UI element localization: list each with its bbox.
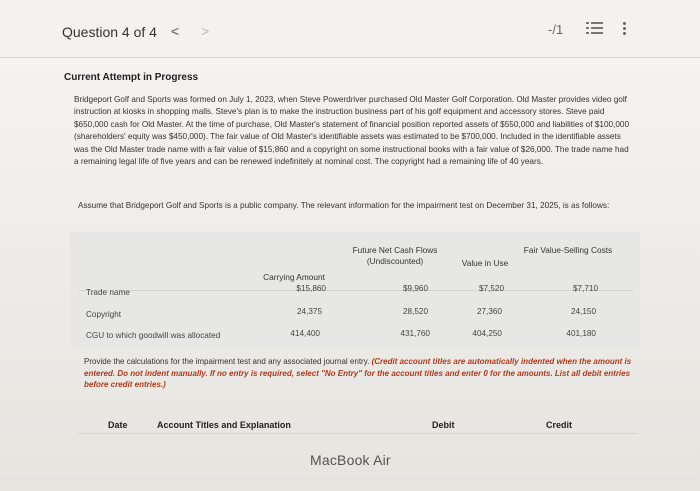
question-header <box>0 0 700 58</box>
header-fair-value: Fair Value-Selling Costs <box>523 245 613 255</box>
column-date: Date <box>108 420 128 430</box>
next-question-button[interactable]: > <box>201 23 210 39</box>
more-options-icon[interactable] <box>620 20 628 38</box>
previous-question-button[interactable]: < <box>171 23 180 39</box>
cell-carrying-cgu: 414,400 <box>290 329 320 338</box>
cell-fv-cgu: 401,180 <box>566 329 596 338</box>
header-value-in-use: Value in Use <box>461 258 509 268</box>
cell-viu-copyright: 27,360 <box>476 307 502 316</box>
instructions <box>84 356 644 391</box>
header-carrying-amount: Carrying Amount <box>263 272 325 282</box>
instructions-note: (Credit account titles are automatically indented when the amount is entered. Do not indent manually. If no entry is required, select "No Entry" for the account titles and enter 0 for the amounts. List all debit entries before credit entries.) <box>84 357 632 390</box>
row-label-trade-name: Trade name <box>86 288 130 297</box>
impairment-data-table <box>70 232 640 348</box>
score-display: -/1 <box>548 22 564 37</box>
column-account-titles: Account Titles and Explanation <box>157 420 291 430</box>
cell-viu-cgu: 404,250 <box>472 329 502 338</box>
column-debit: Debit <box>432 420 455 430</box>
cell-fv-trade-name: $7,710 <box>572 284 598 293</box>
attempt-status: Current Attempt in Progress <box>64 72 199 83</box>
cell-fv-copyright: 24,150 <box>570 307 596 316</box>
problem-description: Bridgeport Golf and Sports was formed on July 1, 2023, when Steve Powerdriver purchased Old Master Golf Corporation. Old Master provides video golf instruction at kiosks in shopping malls. Steve's plan is to make the instruction business part of his golf equipment and accessory stores. Steve paid $650,000 cash for Old Master. At the time of purchase, Old Master's statement of financial position reported assets of $550,000 and liabilities of $100,000 (shareholders' equity was $450,000). The fair value of Old Master's identifiable assets was estimated to be $700,000. Included in the identifiable assets was the Old Master trade name with a fair value of $15,860 and a copyright on some instructional books with a fair value of $26,000. The trade name had a remaining legal life of five years and can be renewed indefinitely at nominal cost. The copyright had a remaining life of 40 years. <box>74 95 629 167</box>
question-content <box>0 58 700 491</box>
column-credit: Credit <box>546 420 573 430</box>
question-counter: Question 4 of 4 <box>62 24 157 40</box>
entry-table-divider <box>78 433 638 434</box>
header-future-cash-flows: Future Net Cash Flows (Undiscounted) <box>352 245 438 266</box>
cell-carrying-trade-name: $15,860 <box>296 284 326 293</box>
cell-viu-trade-name: $7,520 <box>478 284 504 293</box>
instructions-text: Provide the calculations for the impairment test and any associated journal entry. <box>84 357 370 366</box>
impairment-intro: Assume that Bridgeport Golf and Sports is a public company. The relevant information for the impairment test on December 31, 2025, is as follows: <box>78 201 610 210</box>
cell-future-copyright: 28,520 <box>402 307 428 316</box>
cell-future-trade-name: $9,960 <box>402 284 428 293</box>
list-icon[interactable] <box>586 20 604 36</box>
cell-future-cgu: 431,760 <box>400 329 430 338</box>
cell-carrying-copyright: 24,375 <box>296 307 322 316</box>
laptop-brand-label: MacBook Air <box>310 452 391 468</box>
row-label-cgu: CGU to which goodwill was allocated <box>86 331 221 340</box>
row-label-copyright: Copyright <box>86 310 122 319</box>
